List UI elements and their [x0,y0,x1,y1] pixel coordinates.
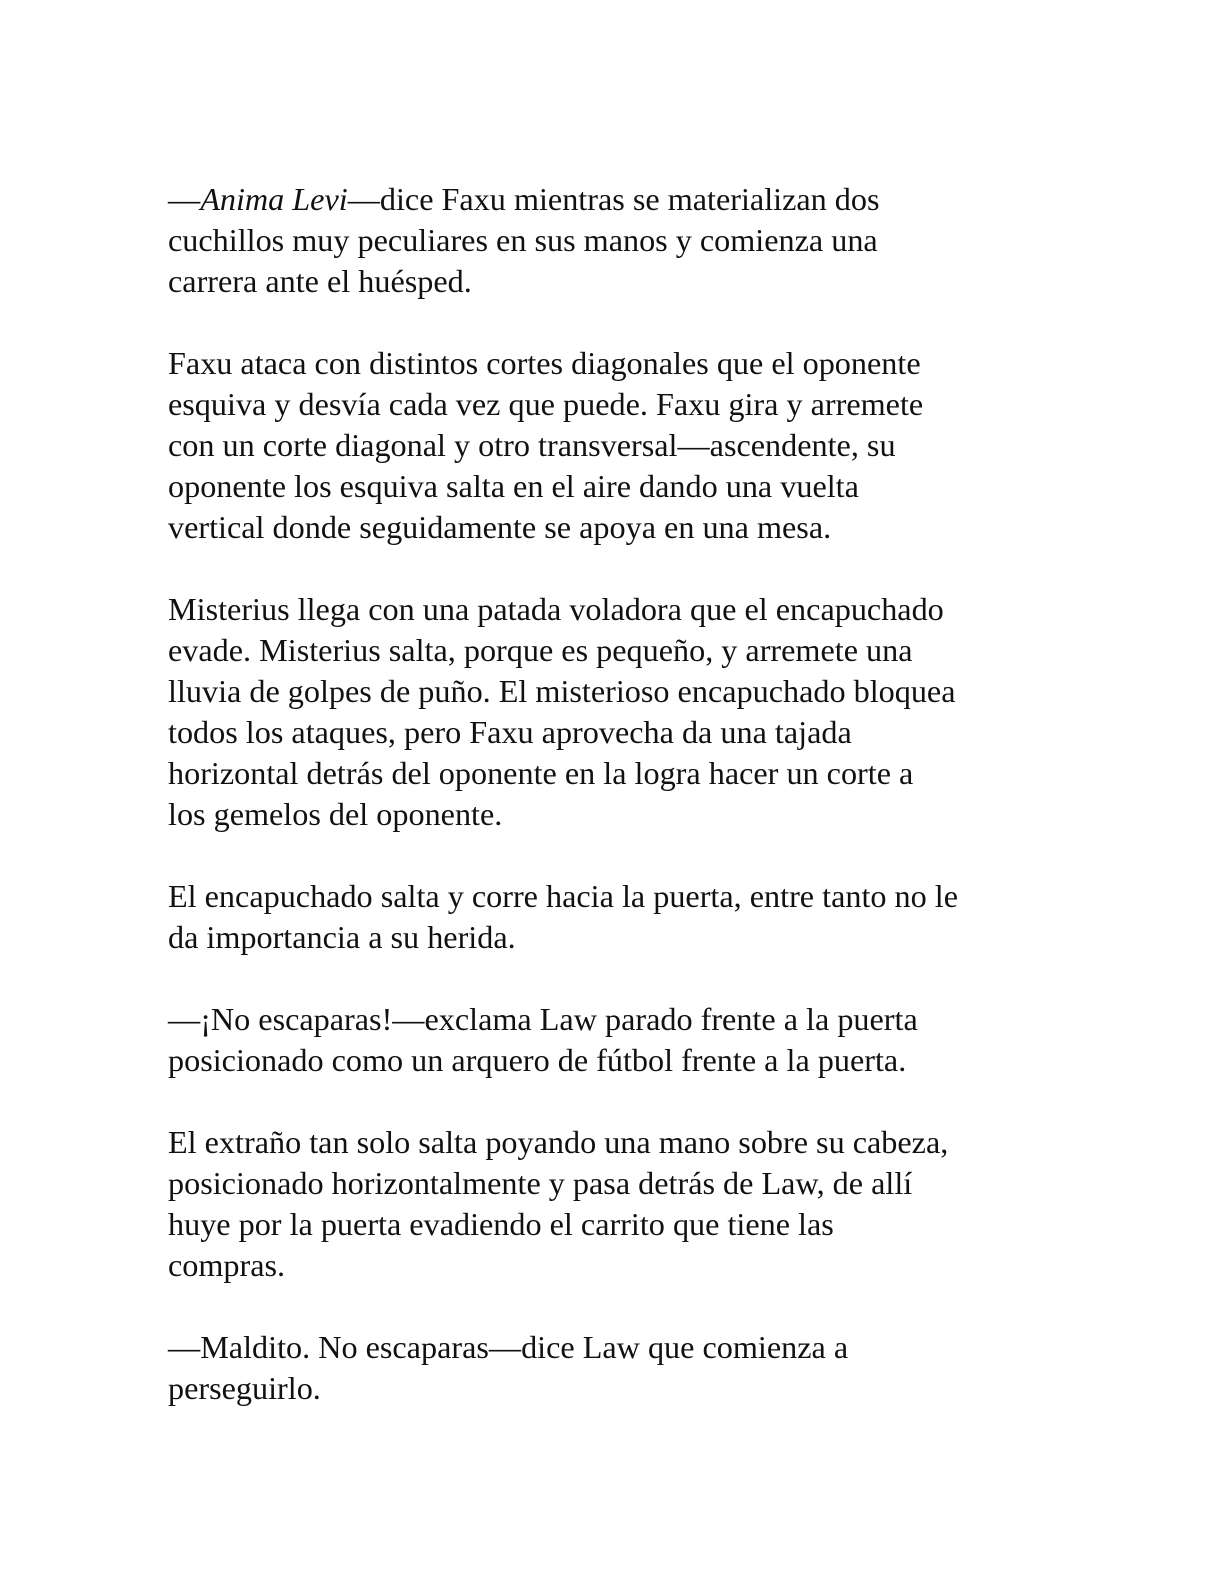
text-line: esquiva y desvía cada vez que puede. Faxu gira y arremete [168,386,924,422]
text-line: carrera ante el huésped. [168,263,472,299]
text-line: compras. [168,1247,286,1283]
text-line: perseguirlo. [168,1370,321,1406]
text-line: posicionado como un arquero de fútbol frente a la puerta. [168,1042,907,1078]
text-line: evade. Misterius salta, porque es pequeño, y arremete una [168,632,913,668]
paragraph-4 [168,876,1068,958]
text-line: lluvia de golpes de puño. El misterioso encapuchado bloquea [168,673,956,709]
text-line: oponente los esquiva salta en el aire dando una vuelta [168,468,859,504]
paragraph-6 [168,1122,1068,1286]
text-line: —Anima Levi—dice Faxu mientras se materializan dos [168,181,880,217]
italic-spell-name: Anima Levi [200,181,348,217]
body-text [168,179,1068,1450]
text-line: vertical donde seguidamente se apoya en una mesa. [168,509,832,545]
text-line: cuchillos muy peculiares en sus manos y comienza una [168,222,878,258]
text-line: Misterius llega con una patada voladora que el encapuchado [168,591,944,627]
paragraph-5 [168,999,1068,1081]
text-line: da importancia a su herida. [168,919,516,955]
paragraph-2 [168,343,1068,548]
text-line: El extraño tan solo salta poyando una mano sobre su cabeza, [168,1124,949,1160]
paragraph-3 [168,589,1068,835]
text-line: huye por la puerta evadiendo el carrito que tiene las [168,1206,834,1242]
text-line: todos los ataques, pero Faxu aprovecha da una tajada [168,714,852,750]
text-line: los gemelos del oponente. [168,796,503,832]
text-line: —¡No escaparas!—exclama Law parado frente a la puerta [168,1001,918,1037]
paragraph-7 [168,1327,1068,1409]
text-line: con un corte diagonal y otro transversal—ascendente, su [168,427,896,463]
text-line: El encapuchado salta y corre hacia la puerta, entre tanto no le [168,878,958,914]
paragraph-1 [168,179,1068,302]
text-line: posicionado horizontalmente y pasa detrás de Law, de allí [168,1165,913,1201]
text-line: —Maldito. No escaparas—dice Law que comienza a [168,1329,849,1365]
text-line: horizontal detrás del oponente en la logra hacer un corte a [168,755,914,791]
text-line: Faxu ataca con distintos cortes diagonales que el oponente [168,345,921,381]
